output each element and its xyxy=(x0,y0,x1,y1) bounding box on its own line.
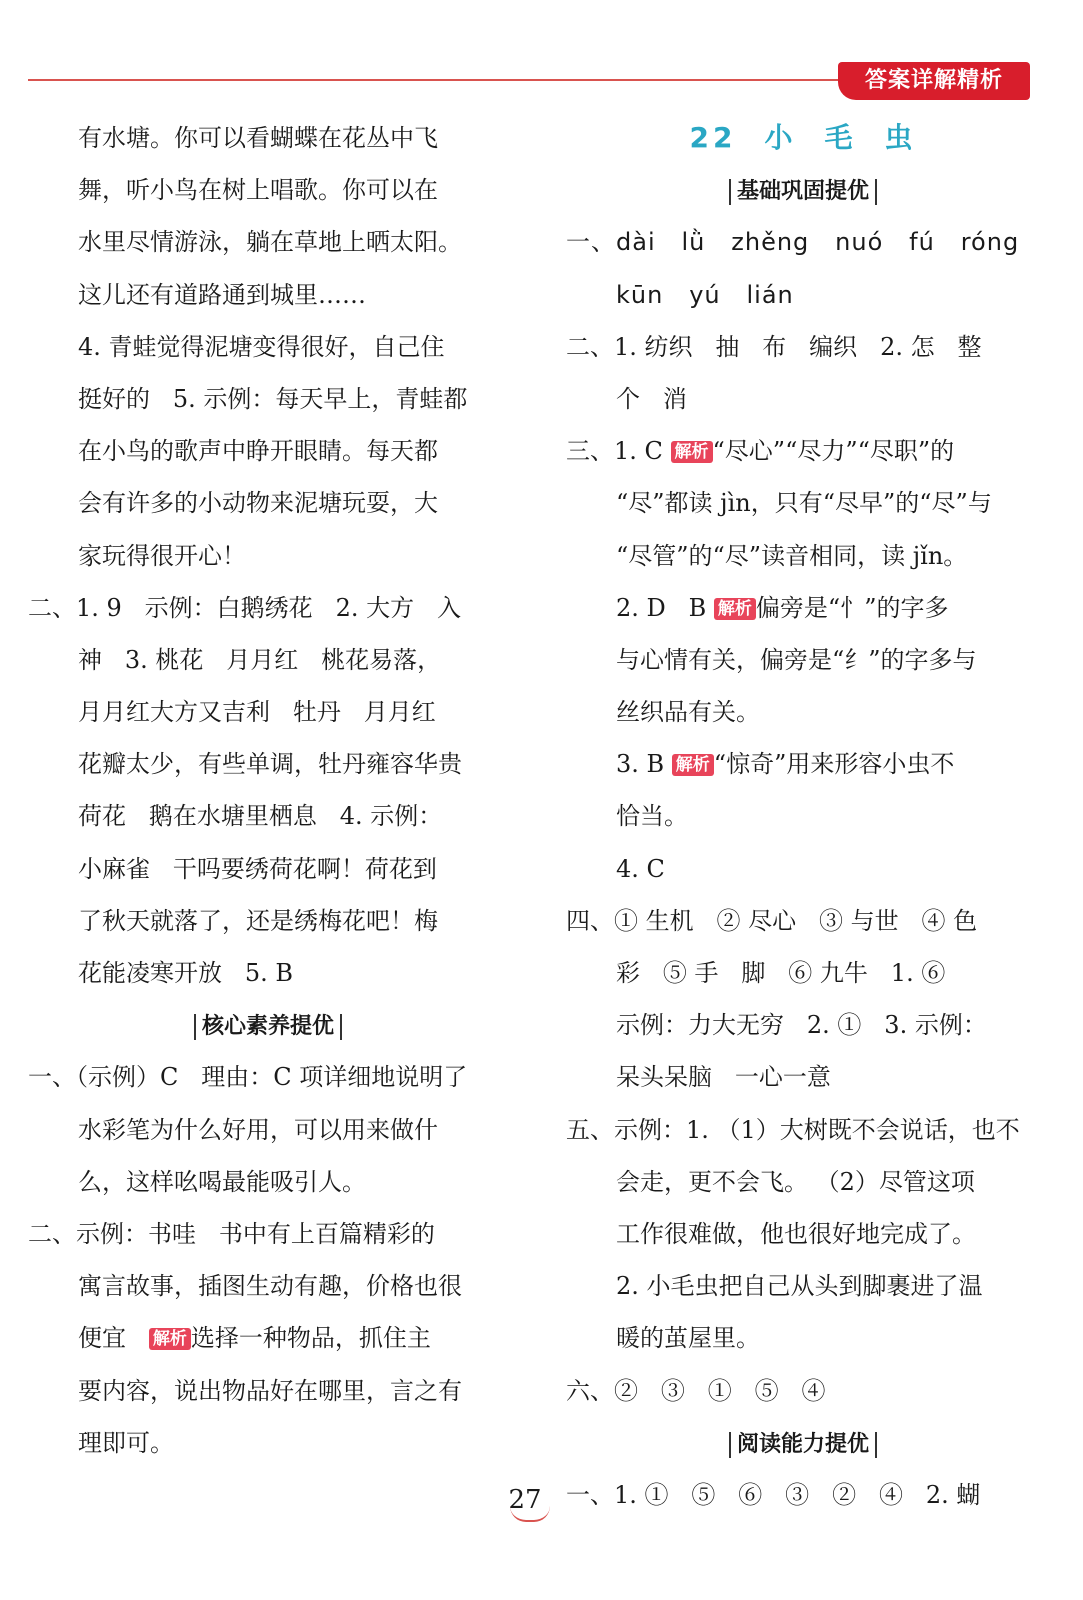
lesson-title: 22 小 毛 虫 xyxy=(689,121,917,154)
text-line: 示例：力大无穷 2. ① 3. 示例： xyxy=(616,1011,987,1040)
text-line: 神 3. 桃花 月月红 桃花易落， xyxy=(78,645,442,674)
section-heading-read: 阅读能力提优 xyxy=(566,1417,1040,1469)
text-line: 五、示例：1. （1）大树既不会说话，也不 xyxy=(566,1115,1020,1144)
section-heading-core: 核心素养提优 xyxy=(28,999,508,1051)
text-line: 花能凌寒开放 5. B xyxy=(78,959,294,987)
text-line: 二、1. 纺织 抽 布 编织 2. 怎 整 xyxy=(566,332,982,361)
text-line: 个 消 xyxy=(616,384,687,413)
text-line: 暖的茧屋里。 xyxy=(616,1324,760,1353)
text-line: 与心情有关，偏旁是“纟”的字多与 xyxy=(616,645,977,674)
text-line: 2. 小毛虫把自己从头到脚裹进了温 xyxy=(616,1272,983,1301)
text-line: 小麻雀 干吗要绣荷花啊！荷花到 xyxy=(78,854,437,883)
text-line: 三、1. C 解析 “尽心”“尽力”“尽职”的 xyxy=(566,437,955,466)
text-line: 会走，更不会飞。 （2）尽管这项 xyxy=(616,1167,975,1196)
right-column xyxy=(566,112,1040,1521)
text-line: 要内容，说出物品好在哪里，言之有 xyxy=(78,1376,462,1405)
text-line: 这儿还有道路通到城里…… xyxy=(78,280,366,309)
text-line: 月月红大方又吉利 牡丹 月月红 xyxy=(78,698,436,727)
text-line: 水彩笔为什么好用，可以用来做什 xyxy=(78,1115,438,1144)
text-line: 四、① 生机 ② 尽心 ③ 与世 ④ 色 xyxy=(566,906,978,935)
text-line: 便宜 解析 选择一种物品，抓住主 xyxy=(78,1324,431,1353)
text-line: 一、（示例）C 理由：C 项详细地说明了 xyxy=(28,1063,468,1092)
header-badge: 答案详解精析 xyxy=(838,62,1030,100)
text-line: 六、② ③ ① ⑤ ④ xyxy=(566,1376,826,1405)
text-line: 花瓣太少，有些单调，牡丹雍容华贵 xyxy=(78,750,462,779)
text-line: 二、示例：书哇 书中有上百篇精彩的 xyxy=(28,1219,435,1248)
text-line: 丝织品有关。 xyxy=(616,698,760,727)
analysis-tag: 解析 xyxy=(671,441,713,463)
left-column xyxy=(28,112,508,1469)
text-line: 寓言故事，插图生动有趣，价格也很 xyxy=(78,1272,462,1301)
text-line: 工作很难做，他也很好地完成了。 xyxy=(616,1219,976,1248)
analysis-tag: 解析 xyxy=(714,598,756,620)
text-line: 呆头呆脑 一心一意 xyxy=(616,1063,831,1092)
text-line: 在小鸟的歌声中睁开眼睛。每天都 xyxy=(78,437,438,466)
analysis-tag: 解析 xyxy=(672,754,714,776)
text-line: 二、1. 9 示例：白鹅绣花 2. 大方 入 xyxy=(28,593,461,622)
header-rule xyxy=(28,79,848,81)
text-line: 理即可。 xyxy=(78,1428,174,1457)
text-line: 家玩得很开心！ xyxy=(78,541,246,570)
text-line: 挺好的 5. 示例：每天早上，青蛙都 xyxy=(78,384,468,413)
text-line: 会有许多的小动物来泥塘玩耍，大 xyxy=(78,489,438,518)
page-number: 27 xyxy=(508,1485,542,1515)
text-line: 有水塘。你可以看蝴蝶在花丛中飞 xyxy=(78,124,438,152)
text-line: 4. C xyxy=(616,854,665,883)
text-line: kūn yú lián xyxy=(616,280,794,309)
section-heading-basic: 基础巩固提优 xyxy=(566,164,1040,216)
text-line: 2. D B 解析 偏旁是“忄”的字多 xyxy=(616,593,949,622)
text-line: 彩 ⑤ 手 脚 ⑥ 九牛 1. ⑥ xyxy=(616,959,946,987)
text-line: 一、1. ① ⑤ ⑥ ③ ② ④ 2. 蝴 xyxy=(566,1480,981,1509)
analysis-tag: 解析 xyxy=(149,1328,191,1350)
text-line: 4. 青蛙觉得泥塘变得很好，自己住 xyxy=(78,332,445,361)
text-line: 了秋天就落了，还是绣梅花吧！梅 xyxy=(78,906,438,935)
text-line: “尽”都读 jìn，只有“尽早”的“尽”与 xyxy=(616,489,992,518)
text-line: 一、dài lǜ zhěng nuó fú róng xyxy=(566,228,1020,257)
text-line: 3. B 解析 “惊奇”用来形容小虫不 xyxy=(616,750,955,779)
text-line: 么，这样吆喝最能吸引人。 xyxy=(78,1167,366,1196)
text-line: “尽管”的“尽”读音相同，读 jǐn。 xyxy=(616,541,968,570)
text-line: 荷花 鹅在水塘里栖息 4. 示例： xyxy=(78,802,443,831)
text-line: 恰当。 xyxy=(616,802,688,831)
text-line: 水里尽情游泳，躺在草地上晒太阳。 xyxy=(78,228,462,257)
text-line: 舞，听小鸟在树上唱歌。你可以在 xyxy=(78,176,438,205)
